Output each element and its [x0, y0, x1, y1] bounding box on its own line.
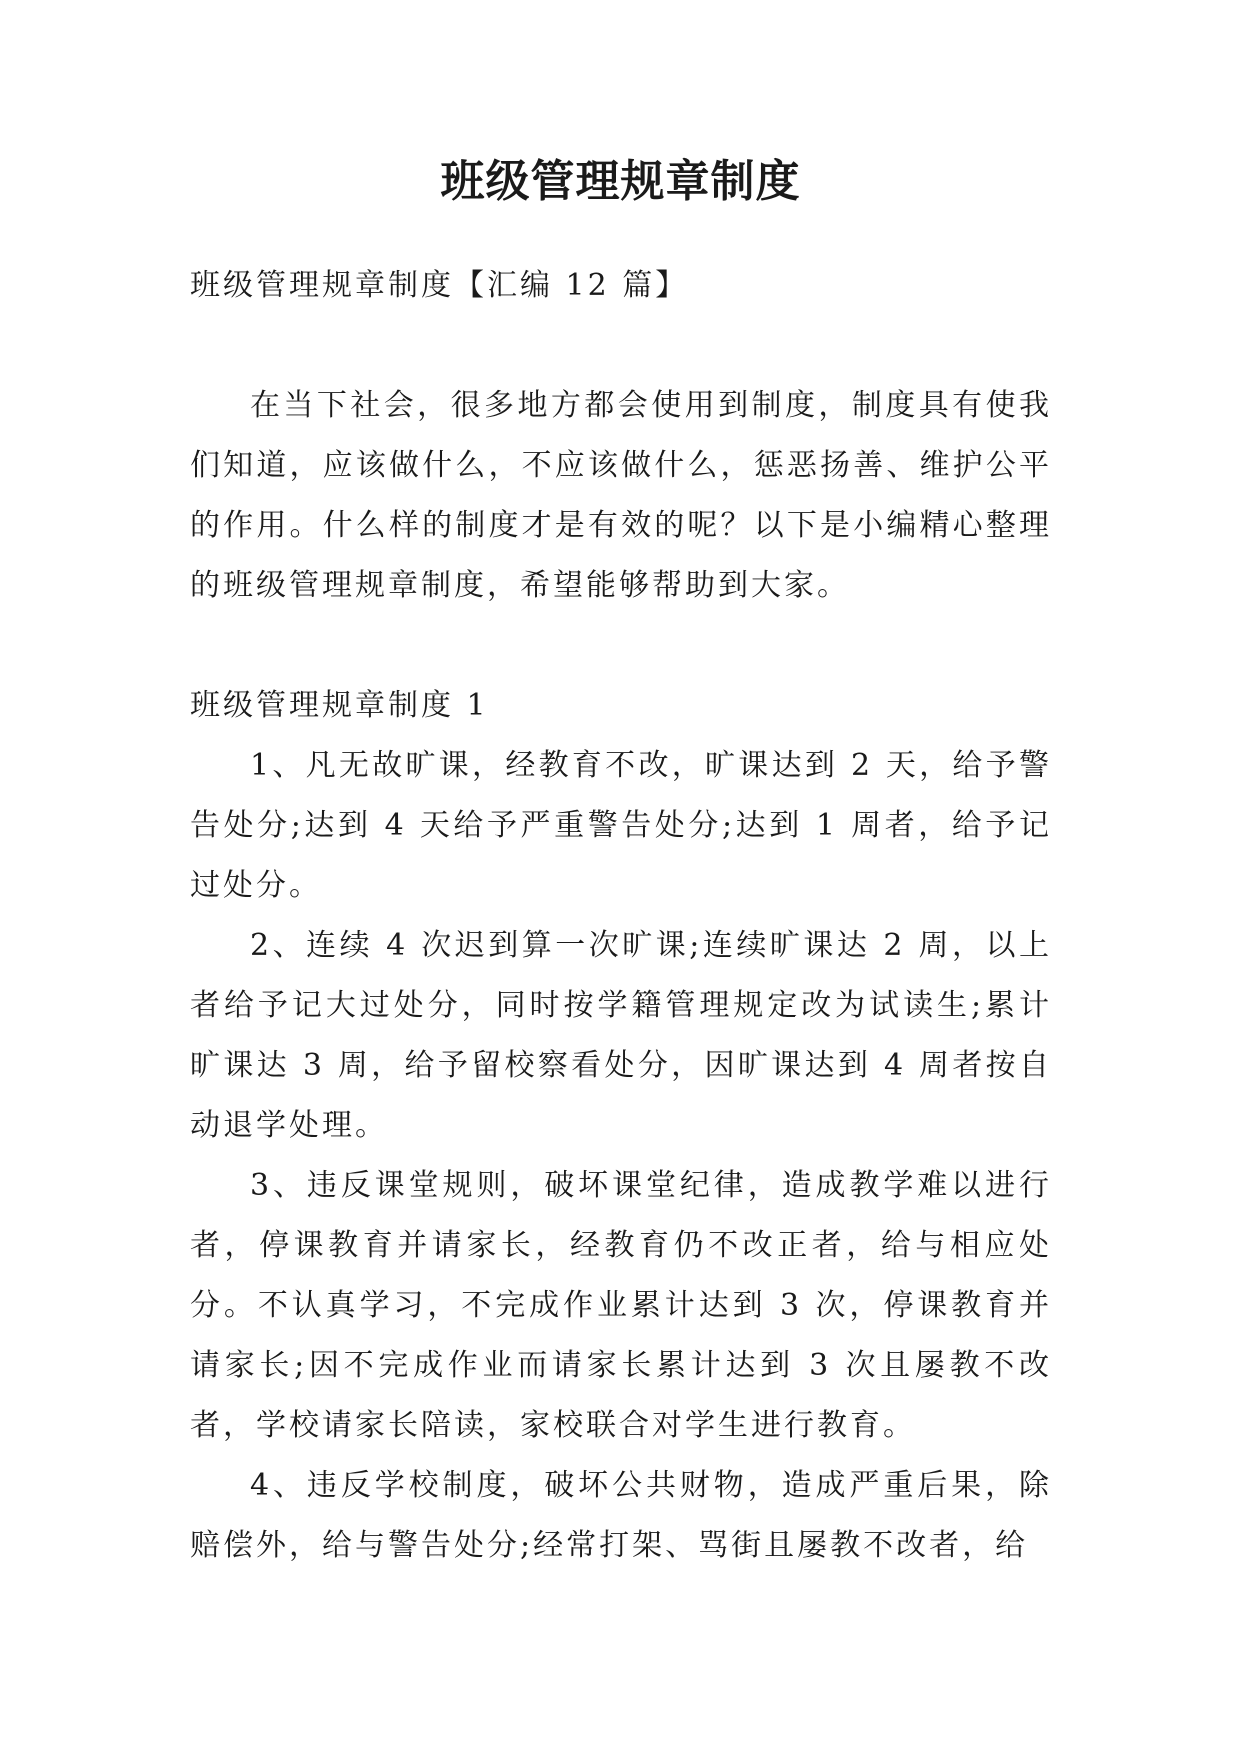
rule-paragraph-2: 2、连续 4 次迟到算一次旷课;连续旷课达 2 周，以上者给予记大过处分，同时按学籍管理规定改为试读生;累计旷课达 3 周，给予留校察看处分，因旷课达到 4 周者按自动退学处理。: [190, 928, 1052, 1143]
document-subtitle: 班级管理规章制度【汇编 12 篇】: [190, 268, 689, 303]
document-title: 班级管理规章制度: [440, 156, 801, 207]
rule-paragraph-3: 3、违反课堂规则，破坏课堂纪律，造成教学难以进行者，停课教育并请家长，经教育仍不改正者，给与相应处分。不认真学习，不完成作业累计达到 3 次，停课教育并请家长;因不完成作业而请家长累计达到 3 次且屡教不改者，学校请家长陪读，家校联合对学生进行教育。: [190, 1168, 1052, 1443]
intro-paragraph: 在当下社会，很多地方都会使用到制度，制度具有使我们知道，应该做什么，不应该做什么，惩恶扬善、维护公平的作用。什么样的制度才是有效的呢？以下是小编精心整理的班级管理规章制度，希望能够帮助到大家。: [190, 388, 1052, 603]
rule-paragraph-4: 4、违反学校制度，破坏公共财物，造成严重后果，除赔偿外，给与警告处分;经常打架、骂街且屡教不改者，给: [190, 1468, 1052, 1563]
section-heading: 班级管理规章制度 1: [190, 688, 489, 723]
document-body: [190, 256, 1052, 1576]
rule-paragraph-1: 1、凡无故旷课，经教育不改，旷课达到 2 天，给予警告处分;达到 4 天给予严重警告处分;达到 1 周者，给予记过处分。: [190, 748, 1052, 903]
